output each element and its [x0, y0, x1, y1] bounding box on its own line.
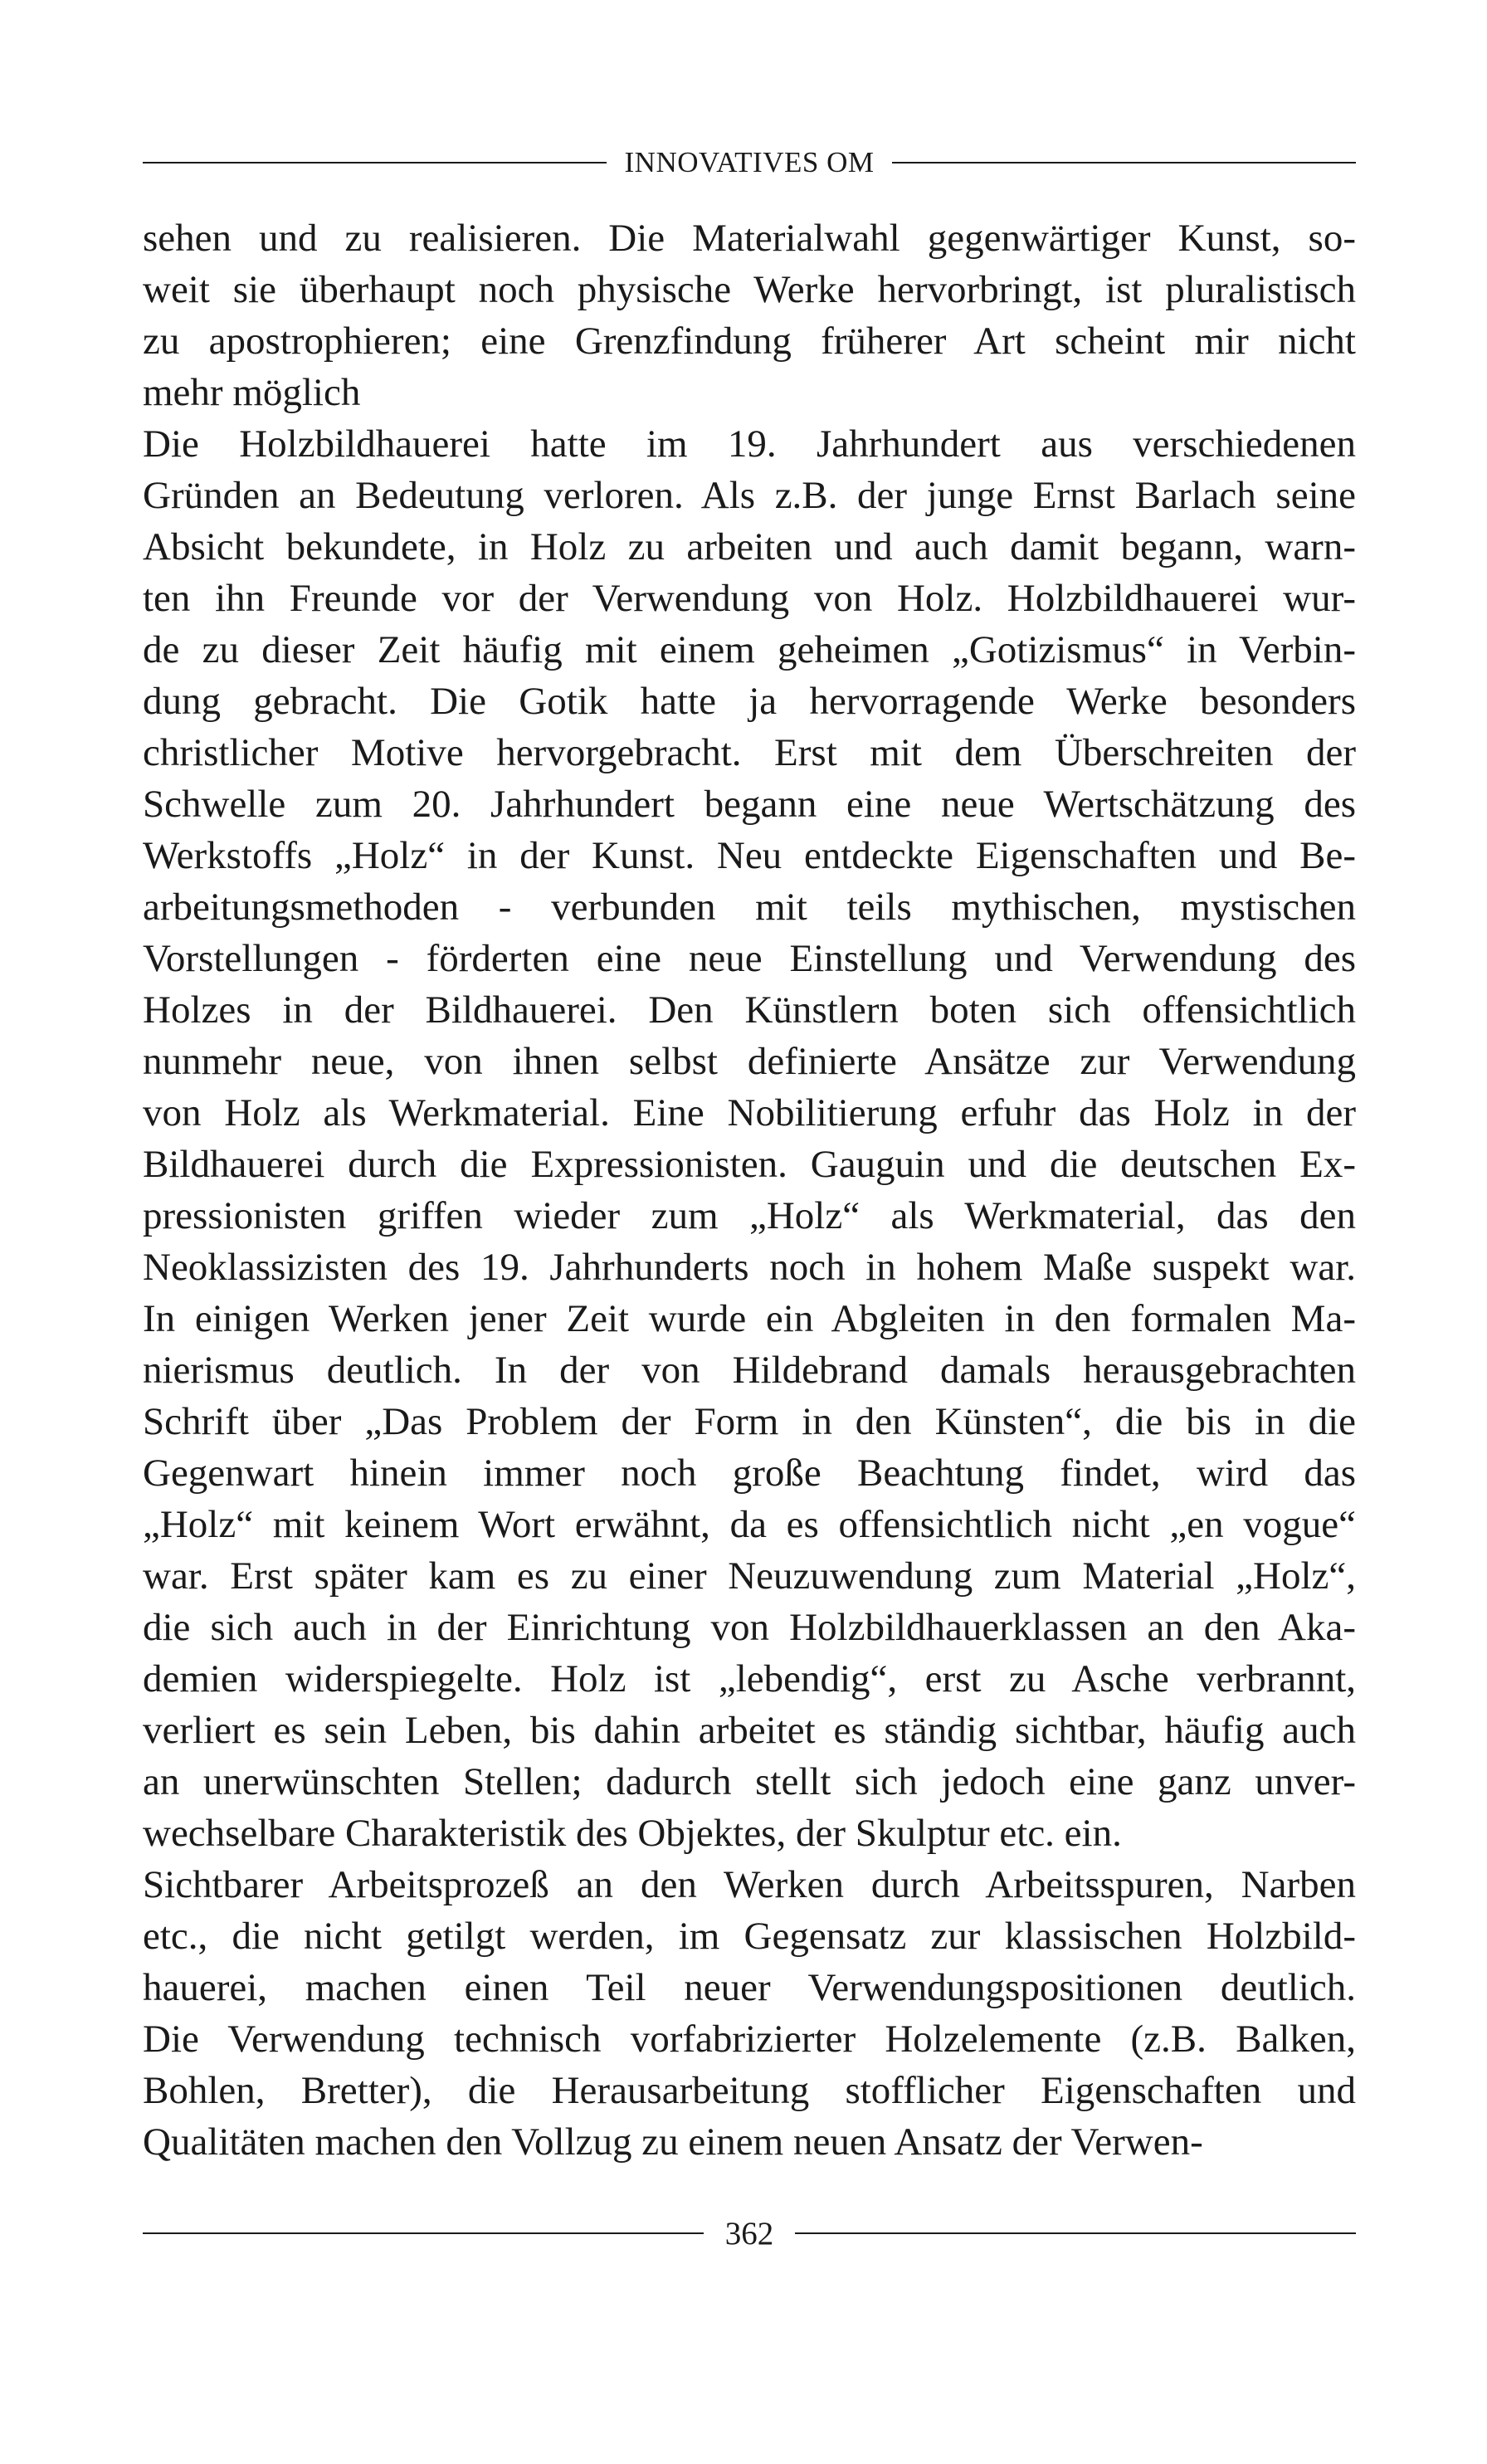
page-footer — [143, 2210, 1356, 2257]
text-line: pressionisten griffen wieder zum „Holz“ als Werkmaterial, das den — [143, 1194, 1356, 1237]
text-line: hauerei, machen einen Teil neuer Verwendungspositionen deutlich. — [143, 1966, 1356, 2009]
text-line: arbeitungsmethoden - verbunden mit teils mythischen, mystischen — [143, 886, 1356, 929]
text-line: an unerwünschten Stellen; dadurch stellt sich jedoch eine ganz unver- — [143, 1760, 1356, 1803]
page-number: 362 — [724, 2215, 774, 2252]
text-line: Werkstoffs „Holz“ in der Kunst. Neu entdeckte Eigenschaften und Be- — [143, 834, 1356, 877]
text-line: Absicht bekundete, in Holz zu arbeiten und auch damit begann, warn- — [143, 525, 1356, 568]
text-line: nunmehr neue, von ihnen selbst definierte Ansätze zur Verwendung — [143, 1040, 1356, 1083]
text-line: wechselbare Charakteristik des Objektes, der Skulptur etc. ein. — [143, 1812, 1122, 1855]
text-line: ten ihn Freunde vor der Verwendung von Holz. Holzbildhauerei wur- — [143, 577, 1356, 620]
text-line: war. Erst später kam es zu einer Neuzuwendung zum Material „Holz“, — [143, 1554, 1356, 1598]
running-title: INNOVATIVES OM — [624, 146, 875, 178]
text-line: die sich auch in der Einrichtung von Holzbildhauerklassen an den Aka- — [143, 1606, 1356, 1649]
text-line: Schwelle zum 20. Jahrhundert begann eine neue Wertschätzung des — [143, 783, 1356, 826]
text-line: etc., die nicht getilgt werden, im Gegensatz zur klassischen Holzbild- — [143, 1915, 1356, 1958]
text-line: Gründen an Bedeutung verloren. Als z.B. der junge Ernst Barlach seine — [143, 474, 1356, 517]
running-header — [143, 139, 1356, 186]
text-line: Bildhauerei durch die Expressionisten. Gauguin und die deutschen Ex- — [143, 1143, 1356, 1186]
text-line: Vorstellungen - förderten eine neue Einstellung und Verwendung des — [143, 937, 1356, 980]
text-line: verliert es sein Leben, bis dahin arbeitet es ständig sichtbar, häufig auch — [143, 1709, 1356, 1752]
text-line: Schrift über „Das Problem der Form in den Künsten“, die bis in die — [143, 1400, 1356, 1443]
text-line: Qualitäten machen den Vollzug zu einem neuen Ansatz der Verwen- — [143, 2120, 1203, 2164]
text-line: Neoklassizisten des 19. Jahrhunderts noch in hohem Maße suspekt war. — [143, 1246, 1356, 1289]
header-rule-right — [892, 162, 1356, 163]
text-line: Bohlen, Bretter), die Herausarbeitung stofflicher Eigenschaften und — [143, 2069, 1356, 2112]
text-line: demien widerspiegelte. Holz ist „lebendig“, erst zu Asche verbrannt, — [143, 1657, 1356, 1700]
text-line: mehr möglich — [143, 371, 361, 414]
text-line: zu apostrophieren; eine Grenzfindung früherer Art scheint mir nicht — [143, 320, 1356, 363]
text-line: Holzes in der Bildhauerei. Den Künstlern boten sich offensichtlich — [143, 988, 1356, 1032]
footer-rule-left — [143, 2232, 704, 2234]
text-line: von Holz als Werkmaterial. Eine Nobilitierung erfuhr das Holz in der — [143, 1091, 1356, 1134]
text-line: Die Verwendung technisch vorfabrizierter Holzelemente (z.B. Balken, — [143, 2018, 1356, 2061]
text-line: Sichtbarer Arbeitsprozeß an den Werken durch Arbeitsspuren, Narben — [143, 1863, 1356, 1906]
text-line: Die Holzbildhauerei hatte im 19. Jahrhundert aus verschiedenen — [143, 422, 1356, 466]
footer-rule-right — [795, 2232, 1356, 2234]
text-line: christlicher Motive hervorgebracht. Erst mit dem Überschreiten der — [143, 731, 1356, 774]
text-line: dung gebracht. Die Gotik hatte ja hervorragende Werke besonders — [143, 680, 1356, 723]
text-line: nierismus deutlich. In der von Hildebrand damals herausgebrachten — [143, 1349, 1356, 1392]
text-line: weit sie überhaupt noch physische Werke hervorbringt, ist pluralistisch — [143, 268, 1356, 311]
header-rule-left — [143, 162, 607, 163]
text-line: de zu dieser Zeit häufig mit einem geheimen „Gotizismus“ in Verbin- — [143, 628, 1356, 671]
body-text — [143, 212, 1356, 2168]
text-line: Gegenwart hinein immer noch große Beachtung findet, wird das — [143, 1452, 1356, 1495]
text-line: In einigen Werken jener Zeit wurde ein Abgleiten in den formalen Ma- — [143, 1297, 1356, 1340]
text-line: „Holz“ mit keinem Wort erwähnt, da es offensichtlich nicht „en vogue“ — [143, 1503, 1356, 1546]
text-line: sehen und zu realisieren. Die Materialwahl gegenwärtiger Kunst, so- — [143, 217, 1356, 260]
